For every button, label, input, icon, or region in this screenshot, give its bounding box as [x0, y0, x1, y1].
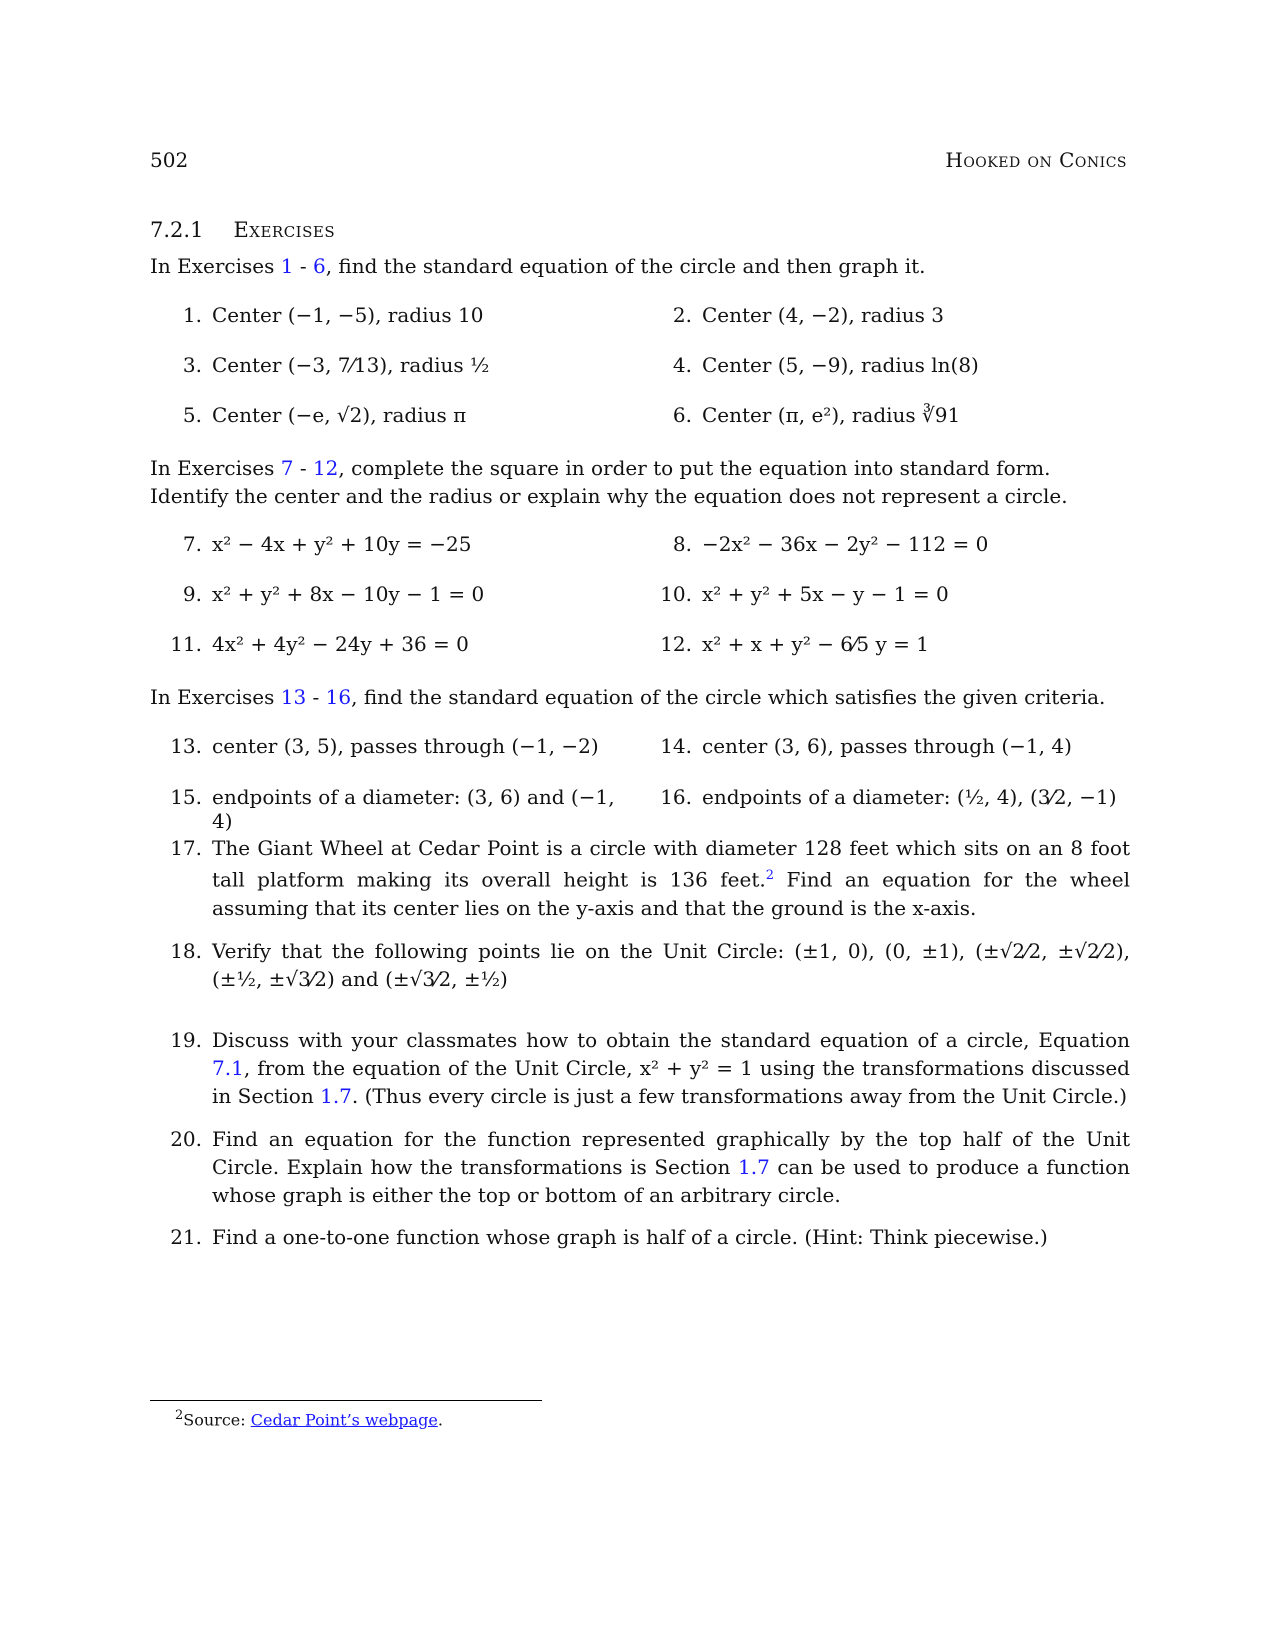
exercise-text: The Giant Wheel at Cedar Point is a circle with diameter 128 feet which sits on an 8 foot tall platform making its overall height is 136 feet. — [212, 836, 1130, 892]
section-title: Exercises — [233, 218, 336, 242]
exercise — [640, 785, 1130, 833]
exercise-number: 18. — [170, 939, 202, 963]
exercise-text: −2x² − 36x − 2y² − 112 = 0 — [702, 532, 989, 556]
exercise — [150, 734, 640, 758]
exercise — [150, 403, 640, 427]
exercise-text: , from the equation of the Unit Circle, x² + y² = 1 using the transformations discussed in Section — [212, 1056, 1130, 1108]
exercise-text: center (3, 5), passes through (−1, −2) — [212, 734, 599, 758]
exercise-text: . (Thus every circle is just a few transformations away from the Unit Circle.) — [351, 1084, 1128, 1108]
exercise-text: center (3, 6), passes through (−1, 4) — [702, 734, 1072, 758]
exercise-link[interactable]: 12 — [312, 456, 339, 480]
exercise-number: 7. — [182, 532, 202, 556]
exercise-20 — [150, 1125, 1130, 1209]
exercise — [640, 632, 1130, 656]
exercise-text: x² − 4x + y² + 10y = −25 — [212, 532, 472, 556]
exercise-text: Center (π, e²), radius ∛91 — [702, 403, 961, 427]
exercise — [150, 785, 640, 833]
exercise-number: 13. — [170, 734, 202, 758]
exercise-link[interactable]: 7 — [280, 456, 294, 480]
exercise-text: Find a one-to-one function whose graph is half of a circle. (Hint: Think piecewise.) — [212, 1225, 1048, 1249]
intro-text: , find the standard equation of the circle which satisfies the given criteria. — [351, 685, 1106, 709]
exercise-text: Find an equation for the function represented graphically by the top half of the Unit Circle. Explain how the transformations is Section — [212, 1127, 1130, 1179]
exercise-number: 11. — [170, 632, 202, 656]
exercise-19 — [150, 1026, 1130, 1110]
section-number: 7.2.1 — [150, 218, 204, 242]
exercise-number: 19. — [170, 1028, 202, 1052]
exercise-link[interactable]: 13 — [280, 685, 307, 709]
intro-text: - — [293, 254, 313, 278]
exercise-number: 10. — [660, 582, 692, 606]
footnote-divider — [150, 1400, 542, 1401]
exercise-text: can be used to produce a function whose graph is either the top or bottom of an arbitrary circle. — [212, 1155, 1130, 1207]
footnote-label: Source: — [183, 1410, 251, 1430]
exercise-text: x² + y² + 8x − 10y − 1 = 0 — [212, 582, 485, 606]
exercise — [640, 303, 1130, 327]
exercise-number: 16. — [660, 785, 692, 809]
exercise-number: 1. — [182, 303, 202, 327]
exercise — [150, 582, 640, 606]
footnote-end: . — [437, 1410, 443, 1430]
equation-link[interactable]: 7.1 — [212, 1056, 244, 1080]
intro-1 — [150, 252, 1127, 280]
footnote-marker[interactable]: 2 — [765, 868, 775, 883]
section-link[interactable]: 1.7 — [737, 1155, 770, 1179]
intro-text: - — [293, 456, 313, 480]
page-number: 502 — [150, 148, 189, 172]
exercise-text: endpoints of a diameter: (½, 4), (3⁄2, −1) — [702, 785, 1117, 809]
exercise-text: Center (−e, √2), radius π — [212, 403, 467, 427]
exercise-text: Center (−3, 7⁄13), radius ½ — [212, 353, 490, 377]
intro-text: , find the standard equation of the circle and then graph it. — [325, 254, 926, 278]
exercise-number: 17. — [170, 836, 202, 860]
exercise-number: 3. — [182, 353, 202, 377]
exercise-number: 9. — [182, 582, 202, 606]
exercise — [150, 532, 640, 556]
exercise-text: x² + x + y² − 6⁄5 y = 1 — [702, 632, 929, 656]
exercise-18 — [150, 937, 1130, 993]
intro-3 — [150, 683, 1127, 711]
section-link[interactable]: 1.7 — [320, 1084, 352, 1108]
exercise — [640, 353, 1130, 377]
section-heading — [150, 218, 335, 242]
footnote-mark: 2 — [175, 1408, 184, 1423]
exercise-number: 5. — [182, 403, 202, 427]
exercise — [150, 303, 640, 327]
exercise-text: Find an equation for the wheel assuming that its center lies on the y-axis and that the ground is the x-axis. — [212, 867, 1131, 920]
exercise-text: Center (5, −9), radius ln(8) — [702, 353, 979, 377]
exercise-number: 4. — [672, 353, 692, 377]
exercise-link[interactable]: 1 — [280, 254, 294, 278]
exercise — [150, 632, 640, 656]
exercise-number: 8. — [672, 532, 692, 556]
exercise-text: endpoints of a diameter: (3, 6) and (−1, 4) — [212, 785, 615, 833]
exercise — [640, 734, 1130, 758]
exercise-number: 12. — [660, 632, 692, 656]
exercise-number: 20. — [170, 1127, 202, 1151]
intro-text: In Exercises — [150, 254, 281, 278]
exercise-text: 4x² + 4y² − 24y + 36 = 0 — [212, 632, 469, 656]
exercise-row — [150, 303, 1130, 327]
exercise — [640, 582, 1130, 606]
exercise-text: Center (−1, −5), radius 10 — [212, 303, 484, 327]
running-title: Hooked on Conics — [945, 148, 1127, 172]
footnote — [175, 1408, 443, 1429]
intro-text: - — [306, 685, 326, 709]
exercise-link[interactable]: 6 — [312, 254, 326, 278]
exercise-21 — [150, 1223, 1130, 1251]
exercise-link[interactable]: 16 — [325, 685, 352, 709]
source-link[interactable]: Cedar Point’s webpage — [250, 1410, 438, 1430]
exercise-number: 21. — [170, 1225, 202, 1249]
exercise — [640, 532, 1130, 556]
exercise-row — [150, 632, 1130, 656]
exercise-number: 15. — [170, 785, 202, 809]
intro-2 — [150, 454, 1127, 510]
intro-text: In Exercises — [150, 456, 281, 480]
intro-text: In Exercises — [150, 685, 281, 709]
exercise-row — [150, 582, 1130, 606]
exercise-17 — [150, 834, 1130, 922]
exercise-number: 2. — [672, 303, 692, 327]
exercise-text: Center (4, −2), radius 3 — [702, 303, 944, 327]
exercise-text: x² + y² + 5x − y − 1 = 0 — [702, 582, 949, 606]
exercise-row — [150, 785, 1130, 833]
exercise-number: 6. — [672, 403, 692, 427]
exercise-row — [150, 734, 1130, 758]
exercise-number: 14. — [660, 734, 692, 758]
page-header — [150, 148, 1127, 172]
exercise-text: Discuss with your classmates how to obtain the standard equation of a circle, Equation — [212, 1028, 1130, 1052]
exercise-text: Verify that the following points lie on the Unit Circle: (±1, 0), (0, ±1), (±√2⁄2, ±√2⁄2), (±½, ±√3⁄2) and (±√3⁄2, ±½) — [212, 939, 1130, 991]
exercise-row — [150, 403, 1130, 427]
exercise — [150, 353, 640, 377]
intro-text: , complete the square in order to put the equation into standard form. Identify the center and the radius or explain why the equation does not represent a circle. — [150, 456, 1068, 508]
exercise-row — [150, 353, 1130, 377]
exercise — [640, 403, 1130, 427]
exercise-row — [150, 532, 1130, 556]
